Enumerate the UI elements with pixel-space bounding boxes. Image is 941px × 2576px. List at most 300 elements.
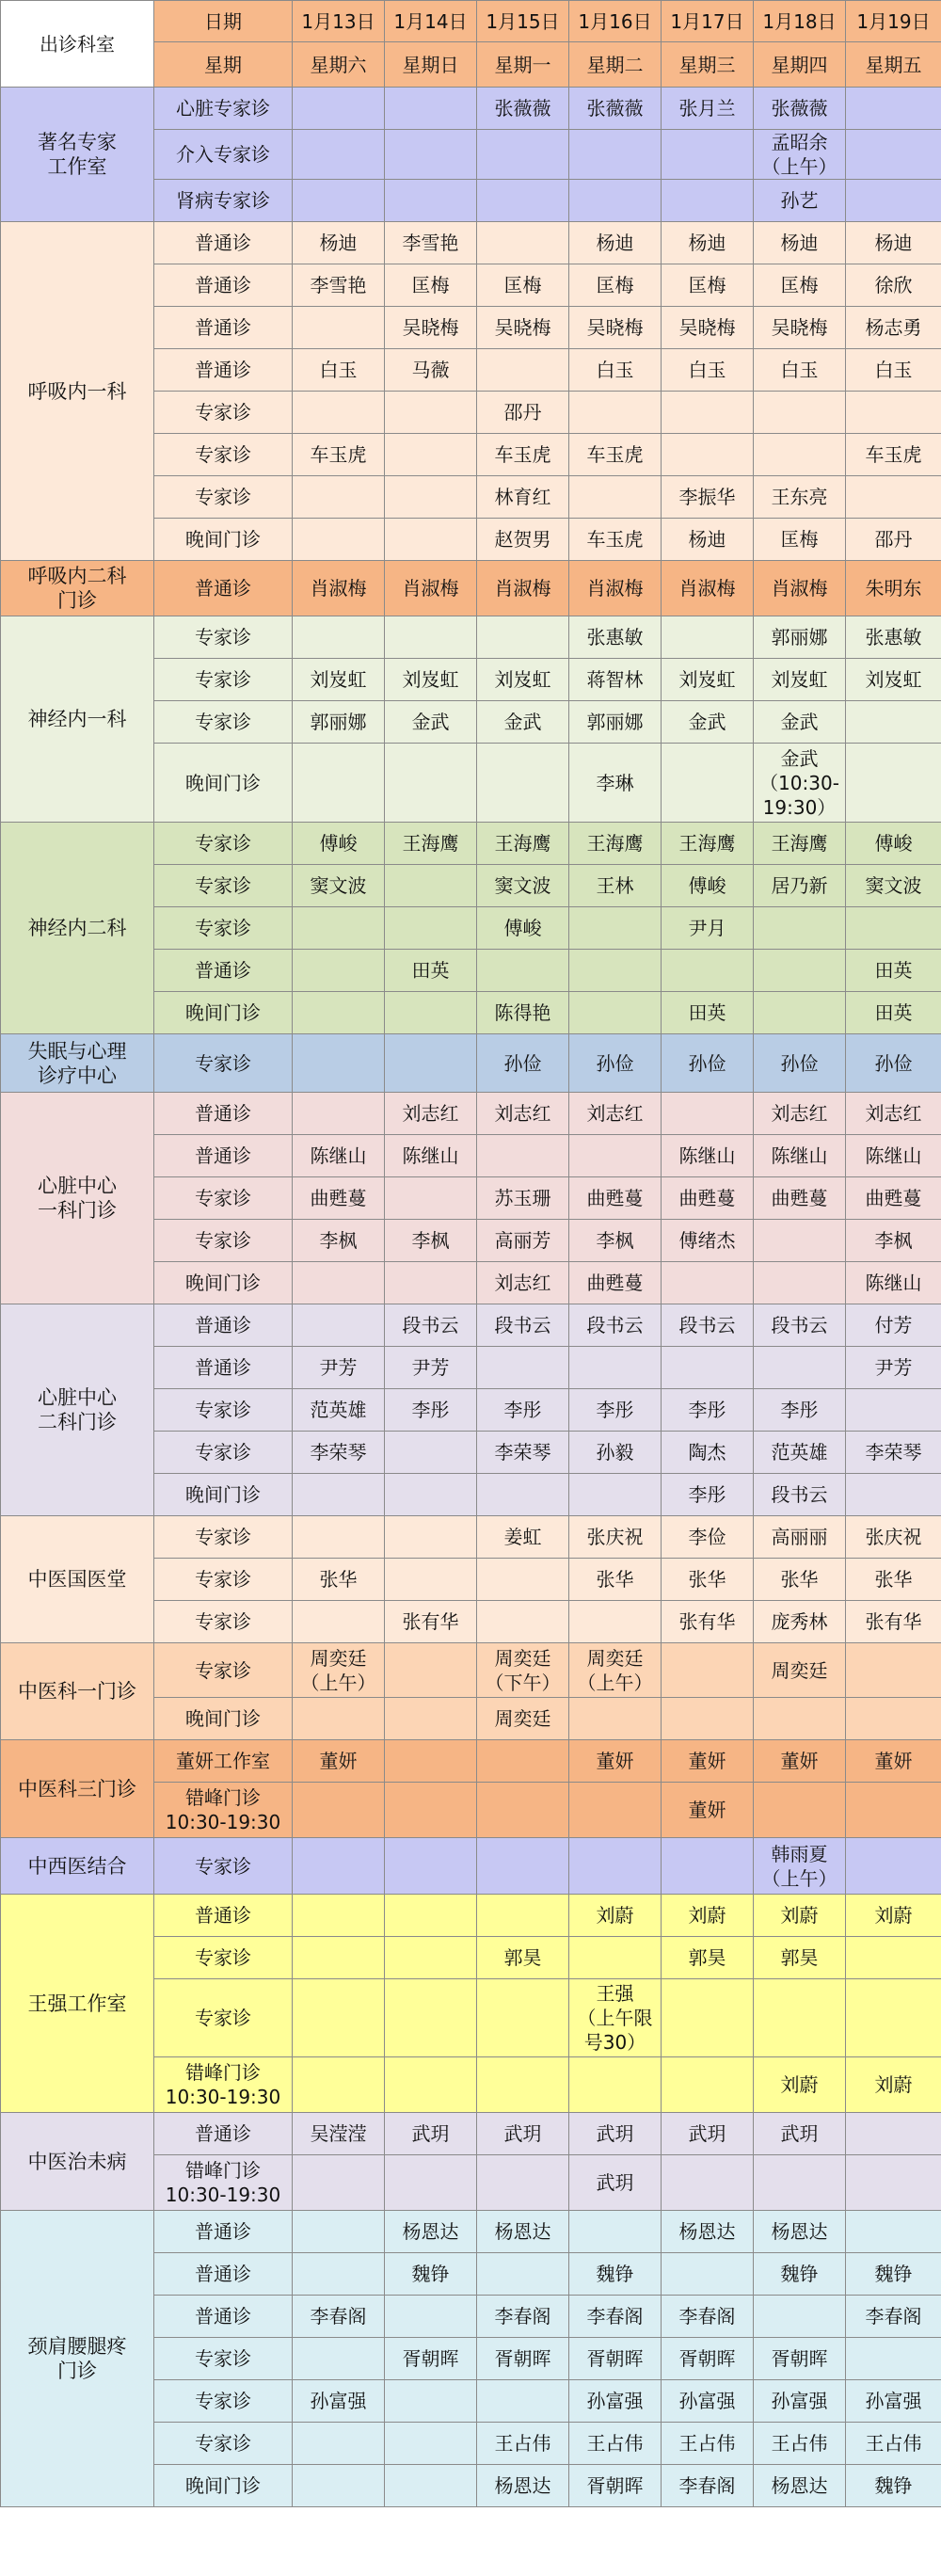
doctor-cell: 胥朝晖 [569, 2465, 662, 2507]
doctor-cell [477, 616, 569, 659]
doctor-cell: 朱明东 [846, 561, 941, 616]
doctor-cell: 肖淑梅 [754, 561, 846, 616]
doctor-cell [477, 349, 569, 392]
doctor-cell: 傅绪杰 [662, 1220, 754, 1262]
doctor-cell: 陈继山 [293, 1135, 385, 1177]
doctor-cell [293, 1474, 385, 1516]
clinic-type: 错峰门诊 10:30-19:30 [154, 1783, 293, 1838]
clinic-type: 普通诊 [154, 950, 293, 992]
doctor-cell: 田英 [385, 950, 477, 992]
doctor-cell [569, 476, 662, 519]
doctor-cell: 苏玉珊 [477, 1177, 569, 1220]
clinic-type: 普通诊 [154, 1135, 293, 1177]
doctor-cell: 董妍 [754, 1740, 846, 1783]
clinic-type: 介入专家诊 [154, 130, 293, 180]
doctor-cell [569, 1135, 662, 1177]
doctor-cell: 高丽丽 [754, 1516, 846, 1559]
doctor-cell: 段书云 [385, 1304, 477, 1347]
doctor-cell: 孙俭 [846, 1034, 941, 1093]
doctor-cell: 吴晓梅 [569, 307, 662, 349]
department-name: 王强工作室 [1, 1895, 154, 2113]
doctor-cell: 段书云 [569, 1304, 662, 1347]
date-cell: 1月16日 [569, 1, 662, 42]
doctor-cell: 刘蔚 [662, 1895, 754, 1937]
schedule-row [1, 2113, 941, 2155]
doctor-cell [754, 1262, 846, 1304]
clinic-type: 专家诊 [154, 1937, 293, 1979]
doctor-cell [293, 1516, 385, 1559]
doctor-cell: 武玥 [662, 2113, 754, 2155]
schedule-body [1, 88, 941, 2507]
doctor-cell [385, 1643, 477, 1698]
doctor-cell: 刘志红 [385, 1093, 477, 1135]
weekday-cell: 星期一 [477, 42, 569, 88]
doctor-cell [477, 1979, 569, 2057]
department-name: 心脏中心 二科门诊 [1, 1304, 154, 1516]
doctor-cell [293, 950, 385, 992]
doctor-cell [385, 180, 477, 222]
doctor-cell [385, 744, 477, 823]
clinic-type: 董妍工作室 [154, 1740, 293, 1783]
clinic-type: 普通诊 [154, 264, 293, 307]
doctor-cell: 胥朝晖 [385, 2338, 477, 2380]
doctor-cell: 金武 [754, 701, 846, 744]
doctor-cell: 田英 [662, 992, 754, 1034]
doctor-cell [477, 1559, 569, 1601]
doctor-cell: 尹芳 [385, 1347, 477, 1389]
doctor-cell: 邵丹 [846, 519, 941, 561]
doctor-cell [385, 1895, 477, 1937]
doctor-cell: 金武 （10:30- 19:30） [754, 744, 846, 823]
doctor-cell [846, 2211, 941, 2253]
doctor-cell: 陈继山 [754, 1135, 846, 1177]
department-name: 中医科一门诊 [1, 1643, 154, 1740]
weekday-row-label: 星期 [154, 42, 293, 88]
doctor-cell [846, 701, 941, 744]
doctor-cell [385, 130, 477, 180]
doctor-cell [293, 1304, 385, 1347]
doctor-cell: 傅峻 [477, 907, 569, 950]
doctor-cell: 匡梅 [569, 264, 662, 307]
doctor-cell [754, 1979, 846, 2057]
doctor-cell [662, 2057, 754, 2113]
doctor-cell: 车玉虎 [569, 434, 662, 476]
doctor-cell [846, 907, 941, 950]
doctor-cell: 李振华 [662, 476, 754, 519]
doctor-cell: 付芳 [846, 1304, 941, 1347]
doctor-cell: 董妍 [662, 1740, 754, 1783]
date-row-label: 日期 [154, 1, 293, 42]
doctor-cell [477, 950, 569, 992]
clinic-type: 专家诊 [154, 1177, 293, 1220]
doctor-cell [385, 2465, 477, 2507]
schedule-row [1, 1093, 941, 1135]
doctor-cell: 白玉 [569, 349, 662, 392]
doctor-cell [293, 476, 385, 519]
doctor-cell: 匡梅 [477, 264, 569, 307]
clinic-type: 专家诊 [154, 865, 293, 907]
doctor-cell [569, 1347, 662, 1389]
doctor-cell [385, 476, 477, 519]
clinic-type: 普通诊 [154, 1304, 293, 1347]
doctor-cell: 段书云 [754, 1474, 846, 1516]
doctor-cell: 刘蔚 [754, 1895, 846, 1937]
doctor-cell [385, 434, 477, 476]
doctor-cell: 孙富强 [662, 2380, 754, 2423]
doctor-cell: 金武 [477, 701, 569, 744]
doctor-cell: 李彤 [662, 1474, 754, 1516]
doctor-cell [477, 2155, 569, 2211]
doctor-cell [293, 519, 385, 561]
doctor-cell: 张薇薇 [477, 88, 569, 130]
doctor-cell: 李春阁 [569, 2296, 662, 2338]
doctor-cell [569, 130, 662, 180]
doctor-cell: 马薇 [385, 349, 477, 392]
department-name: 呼吸内二科 门诊 [1, 561, 154, 616]
doctor-cell: 李春阁 [477, 2296, 569, 2338]
date-cell: 1月18日 [754, 1, 846, 42]
doctor-cell: 刘岌虹 [662, 659, 754, 701]
doctor-cell [754, 1783, 846, 1838]
doctor-cell [754, 434, 846, 476]
doctor-cell: 李彤 [662, 1389, 754, 1432]
clinic-type: 专家诊 [154, 1601, 293, 1643]
doctor-cell: 陈得艳 [477, 992, 569, 1034]
clinic-type: 普通诊 [154, 307, 293, 349]
doctor-cell: 邵丹 [477, 392, 569, 434]
doctor-cell: 郭昊 [662, 1937, 754, 1979]
doctor-cell [385, 519, 477, 561]
doctor-cell: 杨迪 [754, 222, 846, 264]
schedule-row [1, 1740, 941, 1783]
doctor-cell: 张华 [569, 1559, 662, 1601]
weekday-cell: 星期二 [569, 42, 662, 88]
doctor-cell [754, 992, 846, 1034]
doctor-cell [846, 476, 941, 519]
doctor-cell [385, 1474, 477, 1516]
doctor-cell [569, 907, 662, 950]
doctor-cell: 孙俭 [477, 1034, 569, 1093]
doctor-cell: 王海鹰 [754, 823, 846, 865]
doctor-cell: 李荣琴 [477, 1432, 569, 1474]
doctor-cell [754, 907, 846, 950]
doctor-cell: 周奕廷 [477, 1698, 569, 1740]
doctor-cell: 曲甦蔓 [293, 1177, 385, 1220]
doctor-cell: 陈继山 [662, 1135, 754, 1177]
doctor-cell: 李春阁 [846, 2296, 941, 2338]
doctor-cell: 王海鹰 [385, 823, 477, 865]
schedule-row [1, 1895, 941, 1937]
doctor-cell [662, 434, 754, 476]
clinic-type: 晚间门诊 [154, 1474, 293, 1516]
date-cell: 1月14日 [385, 1, 477, 42]
doctor-cell [754, 1698, 846, 1740]
doctor-cell [385, 616, 477, 659]
doctor-cell: 刘岌虹 [754, 659, 846, 701]
clinic-type: 错峰门诊 10:30-19:30 [154, 2057, 293, 2113]
doctor-cell: 姜虹 [477, 1516, 569, 1559]
doctor-cell: 李枫 [385, 1220, 477, 1262]
doctor-cell: 曲甦蔓 [662, 1177, 754, 1220]
doctor-cell: 张有华 [662, 1601, 754, 1643]
schedule-row [1, 2211, 941, 2253]
clinic-type: 普通诊 [154, 1093, 293, 1135]
doctor-cell [477, 1474, 569, 1516]
doctor-cell: 王海鹰 [569, 823, 662, 865]
doctor-cell: 刘志红 [477, 1262, 569, 1304]
clinic-type: 专家诊 [154, 476, 293, 519]
doctor-cell: 肖淑梅 [477, 561, 569, 616]
doctor-cell [293, 1262, 385, 1304]
doctor-cell [293, 1838, 385, 1895]
doctor-cell: 窦文波 [293, 865, 385, 907]
doctor-cell: 车玉虎 [846, 434, 941, 476]
doctor-cell [569, 180, 662, 222]
doctor-cell: 段书云 [754, 1304, 846, 1347]
doctor-cell: 李彤 [754, 1389, 846, 1432]
doctor-cell: 李枫 [293, 1220, 385, 1262]
doctor-cell [385, 992, 477, 1034]
doctor-cell: 郭昊 [477, 1937, 569, 1979]
doctor-cell: 张华 [754, 1559, 846, 1601]
clinic-type: 专家诊 [154, 1220, 293, 1262]
doctor-cell: 杨志勇 [846, 307, 941, 349]
doctor-cell [385, 907, 477, 950]
doctor-cell [662, 1838, 754, 1895]
doctor-cell: 张华 [846, 1559, 941, 1601]
doctor-cell [569, 1838, 662, 1895]
doctor-cell [846, 2113, 941, 2155]
doctor-cell [754, 1220, 846, 1262]
doctor-cell: 匡梅 [385, 264, 477, 307]
doctor-cell: 李枫 [569, 1220, 662, 1262]
clinic-type: 普通诊 [154, 1895, 293, 1937]
schedule-row [1, 1838, 941, 1895]
doctor-cell [293, 2338, 385, 2380]
doctor-cell: 杨迪 [569, 222, 662, 264]
doctor-cell: 窦文波 [477, 865, 569, 907]
doctor-cell: 王占伟 [754, 2423, 846, 2465]
date-cell: 1月15日 [477, 1, 569, 42]
department-name: 颈肩腰腿疼 门诊 [1, 2211, 154, 2507]
doctor-cell [293, 1601, 385, 1643]
doctor-cell [385, 1432, 477, 1474]
doctor-cell [846, 1979, 941, 2057]
doctor-cell [662, 2155, 754, 2211]
doctor-cell: 车玉虎 [569, 519, 662, 561]
doctor-cell: 范英雄 [754, 1432, 846, 1474]
doctor-cell: 王强 （上午限 号30） [569, 1979, 662, 2057]
doctor-cell: 周奕廷 [754, 1643, 846, 1698]
doctor-cell [385, 2155, 477, 2211]
doctor-cell: 车玉虎 [293, 434, 385, 476]
doctor-cell: 段书云 [477, 1304, 569, 1347]
doctor-cell [846, 1937, 941, 1979]
department-name: 中西医结合 [1, 1838, 154, 1895]
doctor-cell: 刘志红 [569, 1093, 662, 1135]
date-cell: 1月13日 [293, 1, 385, 42]
doctor-cell: 王占伟 [662, 2423, 754, 2465]
doctor-cell: 白玉 [754, 349, 846, 392]
doctor-cell [846, 1783, 941, 1838]
schedule-row [1, 222, 941, 264]
doctor-cell: 韩雨夏 （上午） [754, 1838, 846, 1895]
doctor-cell: 李荣琴 [846, 1432, 941, 1474]
doctor-cell: 刘岌虹 [846, 659, 941, 701]
clinic-type: 错峰门诊 10:30-19:30 [154, 2155, 293, 2211]
doctor-cell [477, 180, 569, 222]
doctor-cell [662, 744, 754, 823]
doctor-cell: 尹芳 [293, 1347, 385, 1389]
doctor-cell [754, 2155, 846, 2211]
doctor-cell: 魏铮 [385, 2253, 477, 2296]
doctor-cell: 李俭 [662, 1516, 754, 1559]
clinic-type: 专家诊 [154, 907, 293, 950]
doctor-cell: 武玥 [385, 2113, 477, 2155]
doctor-cell [293, 88, 385, 130]
doctor-cell: 尹芳 [846, 1347, 941, 1389]
doctor-cell [385, 1559, 477, 1601]
doctor-cell: 周奕廷 （下午） [477, 1643, 569, 1698]
doctor-cell: 董妍 [846, 1740, 941, 1783]
doctor-cell: 李彤 [569, 1389, 662, 1432]
doctor-cell: 吴晓梅 [662, 307, 754, 349]
doctor-cell [569, 1601, 662, 1643]
doctor-cell [846, 744, 941, 823]
clinic-type: 心脏专家诊 [154, 88, 293, 130]
doctor-cell [293, 307, 385, 349]
doctor-cell: 段书云 [662, 1304, 754, 1347]
doctor-cell: 高丽芳 [477, 1220, 569, 1262]
doctor-cell: 刘蔚 [846, 1895, 941, 1937]
schedule-row [1, 1034, 941, 1093]
doctor-cell: 李雪艳 [385, 222, 477, 264]
doctor-cell: 刘岌虹 [477, 659, 569, 701]
doctor-cell: 王海鹰 [477, 823, 569, 865]
doctor-cell: 胥朝晖 [477, 2338, 569, 2380]
doctor-cell: 周奕廷 （上午） [293, 1643, 385, 1698]
doctor-cell [477, 1838, 569, 1895]
schedule-row [1, 88, 941, 130]
doctor-cell [477, 2057, 569, 2113]
doctor-cell: 杨恩达 [754, 2465, 846, 2507]
doctor-cell: 董妍 [569, 1740, 662, 1783]
doctor-cell [846, 1698, 941, 1740]
doctor-cell [846, 2155, 941, 2211]
doctor-cell: 吴晓梅 [385, 307, 477, 349]
doctor-cell [569, 992, 662, 1034]
doctor-cell: 居乃新 [754, 865, 846, 907]
clinic-type: 普通诊 [154, 561, 293, 616]
doctor-cell: 魏铮 [754, 2253, 846, 2296]
doctor-cell: 刘志红 [846, 1093, 941, 1135]
doctor-cell: 杨迪 [293, 222, 385, 264]
department-name: 中医国医堂 [1, 1516, 154, 1643]
doctor-cell [846, 130, 941, 180]
doctor-cell [385, 2423, 477, 2465]
doctor-cell: 白玉 [846, 349, 941, 392]
clinic-type: 普通诊 [154, 1347, 293, 1389]
doctor-cell [385, 392, 477, 434]
doctor-cell [385, 1937, 477, 1979]
doctor-cell: 李春阁 [293, 2296, 385, 2338]
doctor-cell: 傅峻 [662, 865, 754, 907]
doctor-cell: 范英雄 [293, 1389, 385, 1432]
doctor-cell: 蒋智林 [569, 659, 662, 701]
doctor-cell: 张惠敏 [846, 616, 941, 659]
department-name: 失眠与心理 诊疗中心 [1, 1034, 154, 1093]
doctor-cell [293, 744, 385, 823]
doctor-cell: 张月兰 [662, 88, 754, 130]
doctor-cell: 张惠敏 [569, 616, 662, 659]
doctor-cell: 杨恩达 [754, 2211, 846, 2253]
clinic-type: 专家诊 [154, 2338, 293, 2380]
doctor-cell [662, 1979, 754, 2057]
doctor-cell [662, 2253, 754, 2296]
clinic-type: 专家诊 [154, 1516, 293, 1559]
doctor-cell [477, 1347, 569, 1389]
doctor-cell: 孙俭 [662, 1034, 754, 1093]
doctor-cell: 刘志红 [477, 1093, 569, 1135]
clinic-type: 晚间门诊 [154, 2465, 293, 2507]
doctor-cell [293, 392, 385, 434]
corner-label: 出诊科室 [1, 1, 154, 88]
doctor-cell: 杨迪 [846, 222, 941, 264]
weekday-cell: 星期五 [846, 42, 941, 88]
doctor-cell: 金武 [662, 701, 754, 744]
doctor-cell [477, 222, 569, 264]
doctor-cell: 匡梅 [662, 264, 754, 307]
doctor-cell: 李雪艳 [293, 264, 385, 307]
doctor-cell [569, 1937, 662, 1979]
doctor-cell: 田英 [846, 992, 941, 1034]
doctor-cell [846, 1643, 941, 1698]
doctor-cell: 郭昊 [754, 1937, 846, 1979]
clinic-type: 专家诊 [154, 1034, 293, 1093]
doctor-cell [293, 1093, 385, 1135]
doctor-cell: 董妍 [293, 1740, 385, 1783]
doctor-cell [662, 1347, 754, 1389]
doctor-cell: 刘志红 [754, 1093, 846, 1135]
doctor-cell: 李彤 [385, 1389, 477, 1432]
clinic-type: 晚间门诊 [154, 1262, 293, 1304]
doctor-cell: 张庆祝 [846, 1516, 941, 1559]
doctor-cell: 曲甦蔓 [569, 1177, 662, 1220]
doctor-cell [293, 1895, 385, 1937]
doctor-cell: 刘蔚 [846, 2057, 941, 2113]
doctor-cell: 胥朝晖 [569, 2338, 662, 2380]
doctor-cell [293, 2253, 385, 2296]
doctor-cell [846, 2338, 941, 2380]
doctor-cell [569, 1698, 662, 1740]
doctor-cell: 王林 [569, 865, 662, 907]
doctor-cell: 胥朝晖 [662, 2338, 754, 2380]
clinic-type: 晚间门诊 [154, 992, 293, 1034]
doctor-cell: 陈继山 [846, 1262, 941, 1304]
doctor-cell [293, 992, 385, 1034]
doctor-cell: 傅峻 [293, 823, 385, 865]
doctor-cell [662, 1698, 754, 1740]
doctor-cell: 张有华 [846, 1601, 941, 1643]
doctor-cell [569, 2057, 662, 2113]
doctor-cell: 李春阁 [662, 2296, 754, 2338]
doctor-cell: 孙富强 [754, 2380, 846, 2423]
doctor-cell: 武玥 [477, 2113, 569, 2155]
doctor-cell [385, 1262, 477, 1304]
doctor-cell [569, 1783, 662, 1838]
doctor-cell: 孙俭 [569, 1034, 662, 1093]
clinic-type: 专家诊 [154, 1979, 293, 2057]
